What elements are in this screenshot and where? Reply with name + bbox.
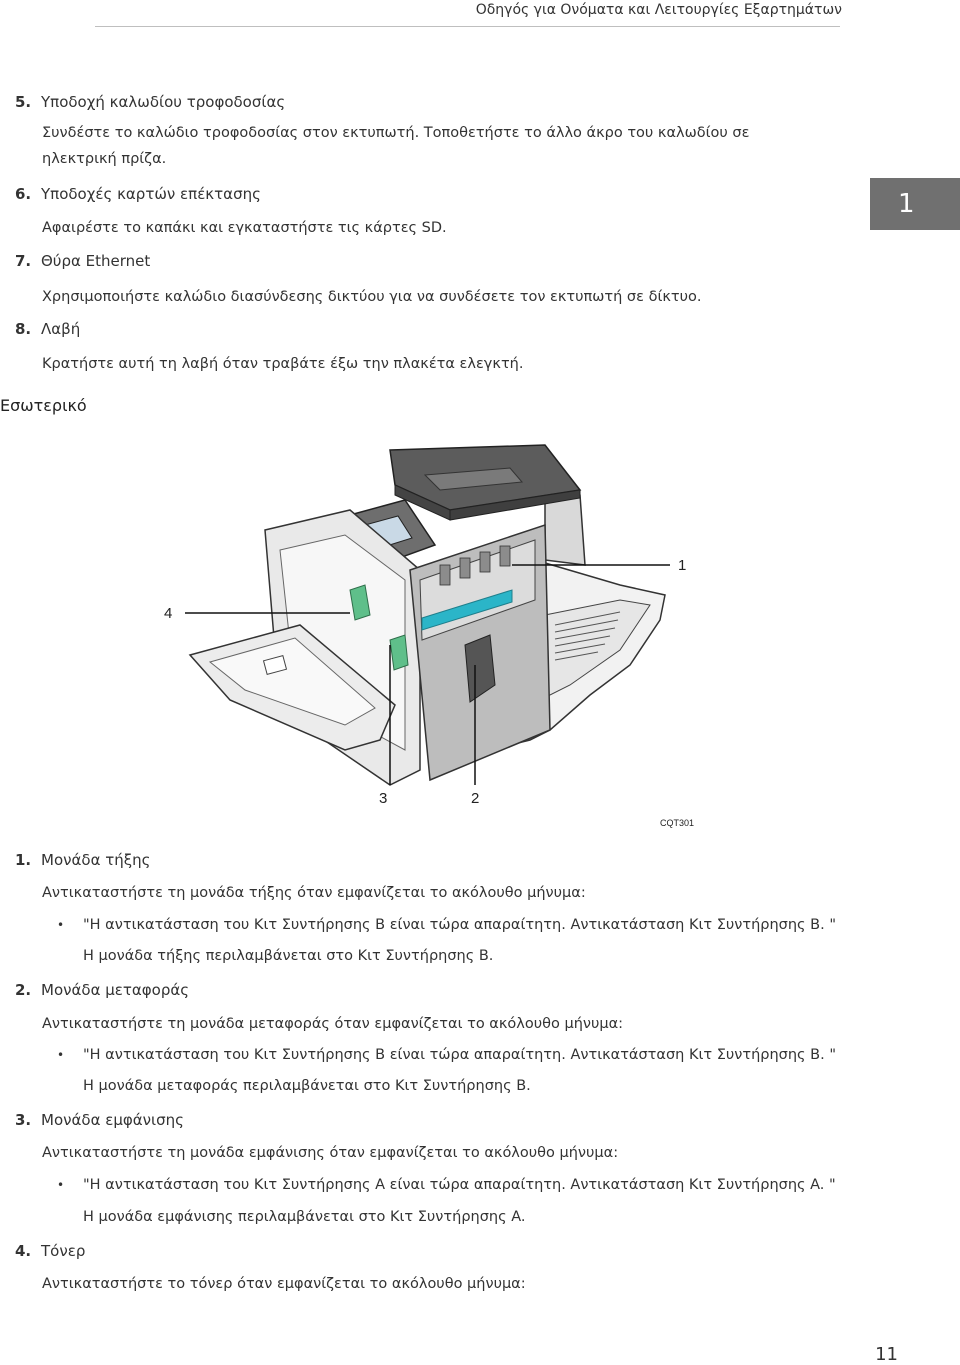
item-description-4: Αντικαταστήστε το τόνερ όταν εμφανίζεται το ακόλουθο μήνυμα: [42, 1276, 526, 1292]
item-title-6 [15, 184, 261, 204]
item-number: 7. [15, 252, 32, 270]
chapter-tab: 1 [870, 178, 960, 230]
item-title-2 [15, 980, 189, 1000]
callout-4: 4 [164, 605, 173, 622]
item-number: 1. [15, 851, 32, 869]
item-number: 8. [15, 320, 32, 338]
page-number: 11 [875, 1344, 898, 1365]
item-number: 2. [15, 981, 32, 999]
item-number: 6. [15, 185, 32, 203]
item-title-1 [15, 850, 150, 870]
message-bullet-2 [57, 1045, 836, 1065]
message-bullet-1 [57, 915, 836, 935]
item-title-4 [15, 1241, 85, 1261]
item-heading: Υποδοχές καρτών επέκτασης [41, 185, 261, 203]
printer-interior-illustration [150, 440, 710, 830]
item-heading: Μονάδα μεταφοράς [41, 981, 190, 999]
item-note-2: Η μονάδα μεταφοράς περιλαμβάνεται στο Κιτ Συντήρησης B. [83, 1078, 531, 1094]
item-description-5: Συνδέστε το καλώδιο τροφοδοσίας στον εκτυπωτή. Τοποθετήστε το άλλο άκρο του καλωδίου σε ηλεκτρική πρίζα. [42, 125, 750, 167]
item-description-6: Αφαιρέστε το καπάκι και εγκαταστήστε τις κάρτες SD. [42, 220, 447, 236]
item-number: 3. [15, 1111, 32, 1129]
item-description-2: Αντικαταστήστε τη μονάδα μεταφοράς όταν εμφανίζεται το ακόλουθο μήνυμα: [42, 1016, 624, 1032]
message-text: "Η αντικατάσταση του Κιτ Συντήρησης B είναι τώρα απαραίτητη. Αντικατάσταση Κιτ Συντήρησης B. " [83, 917, 837, 933]
item-note-3: Η μονάδα εμφάνισης περιλαμβάνεται στο Κιτ Συντήρησης A. [83, 1209, 526, 1225]
figure-code: CQT301 [660, 818, 695, 828]
item-description-3: Αντικαταστήστε τη μονάδα εμφάνισης όταν εμφανίζεται το ακόλουθο μήνυμα: [42, 1145, 619, 1161]
item-description-7: Χρησιμοποιήστε καλώδιο διασύνδεσης δικτύου για να συνδέσετε τον εκτυπωτή σε δίκτυο. [42, 289, 702, 305]
bullet-icon: • [57, 1178, 65, 1192]
item-heading: Θύρα Ethernet [41, 252, 151, 270]
item-description-8: Κρατήστε αυτή τη λαβή όταν τραβάτε έξω την πλακέτα ελεγκτή. [42, 356, 524, 372]
item-title-5 [15, 92, 285, 112]
item-title-7 [15, 251, 150, 271]
item-heading: Μονάδα τήξης [41, 851, 151, 869]
item-description-1: Αντικαταστήστε τη μονάδα τήξης όταν εμφανίζεται το ακόλουθο μήνυμα: [42, 885, 586, 901]
callout-2: 2 [471, 790, 480, 807]
message-bullet-3 [57, 1175, 836, 1195]
running-header: Οδηγός για Ονόματα και Λειτουργίες Εξαρτημάτων [475, 2, 842, 18]
item-note-1: Η μονάδα τήξης περιλαμβάνεται στο Κιτ Συντήρησης B. [83, 948, 494, 964]
item-number: 4. [15, 1242, 32, 1260]
message-text: "Η αντικατάσταση του Κιτ Συντήρησης B είναι τώρα απαραίτητη. Αντικατάσταση Κιτ Συντήρησης B. " [83, 1047, 837, 1063]
item-heading: Υποδοχή καλωδίου τροφοδοσίας [41, 93, 286, 111]
item-heading: Τόνερ [41, 1242, 86, 1260]
header-rule [95, 26, 840, 27]
item-title-3 [15, 1110, 184, 1130]
section-heading: Εσωτερικό [0, 396, 87, 415]
item-number: 5. [15, 93, 32, 111]
item-title-8 [15, 319, 80, 339]
callout-1: 1 [678, 557, 687, 574]
bullet-icon: • [57, 918, 65, 932]
callout-3: 3 [379, 790, 388, 807]
item-heading: Μονάδα εμφάνισης [41, 1111, 184, 1129]
message-text: "Η αντικατάσταση του Κιτ Συντήρησης A είναι τώρα απαραίτητη. Αντικατάσταση Κιτ Συντήρησης A. " [83, 1177, 836, 1193]
bullet-icon: • [57, 1048, 65, 1062]
item-heading: Λαβή [41, 320, 81, 338]
